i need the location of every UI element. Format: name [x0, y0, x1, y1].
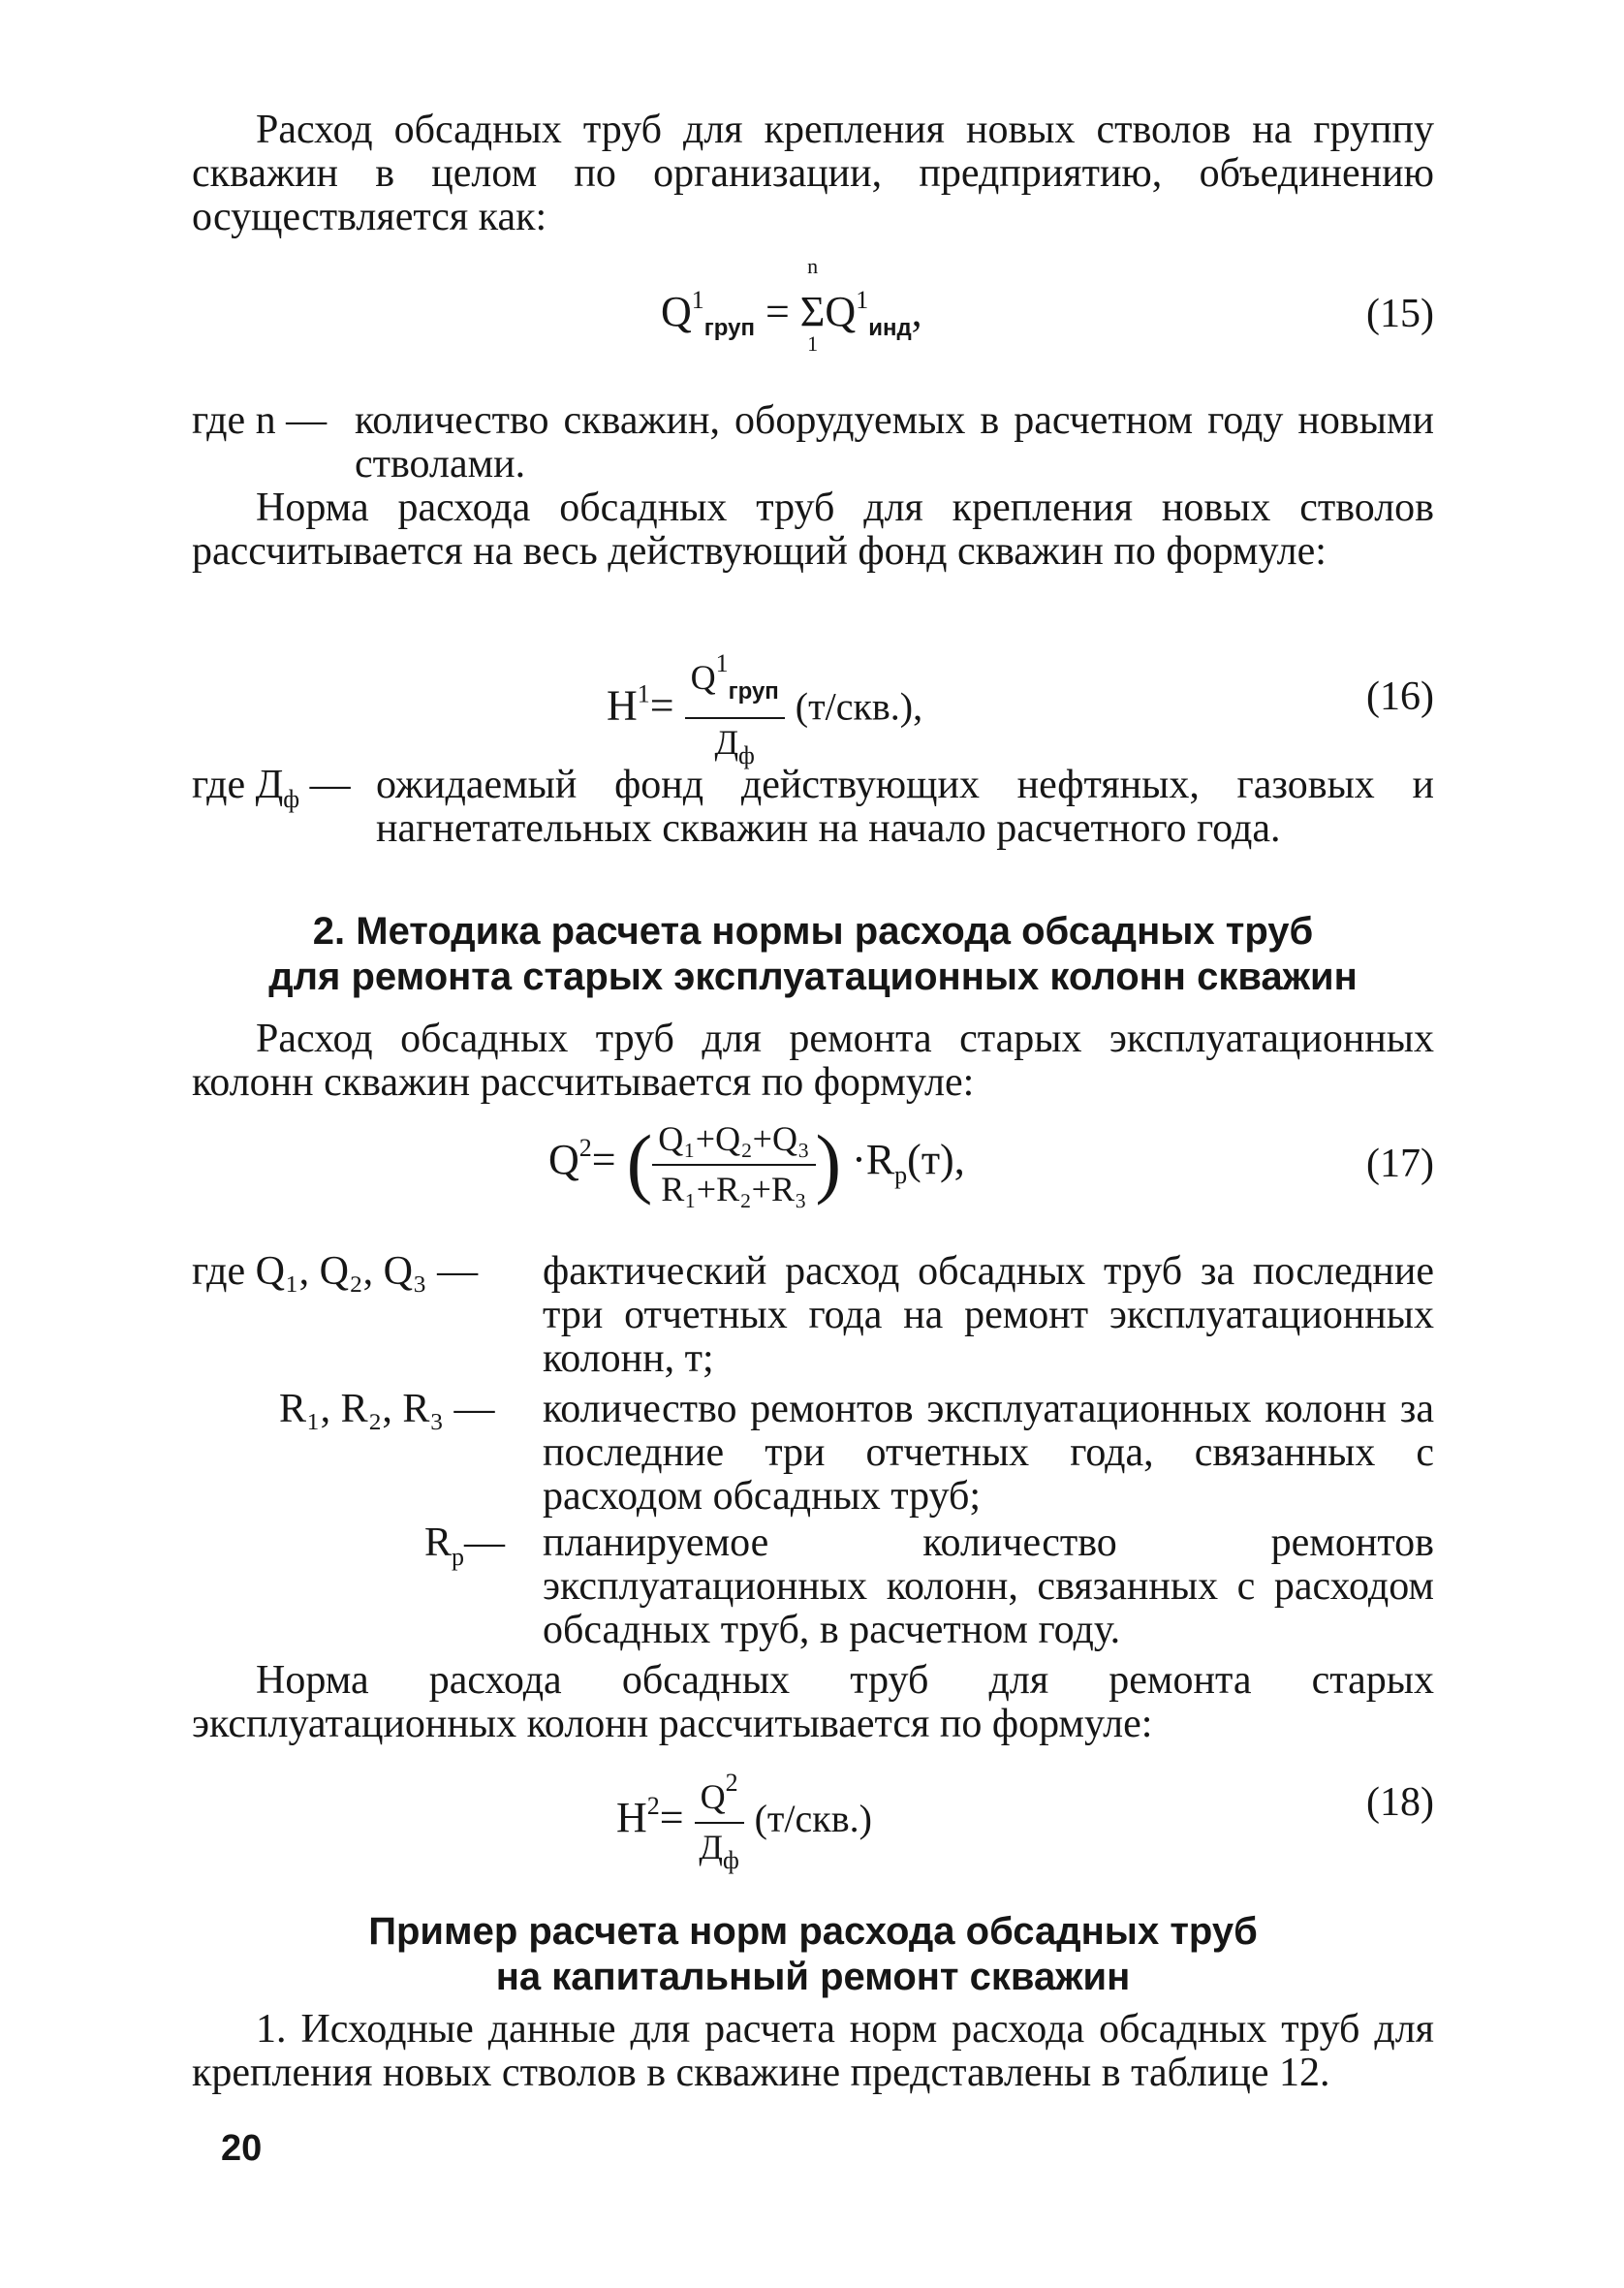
- paragraph-norm-new: Норма расхода обсадных труб для крепления новых стволов рассчитывается на весь действующий фонд скважин по формуле:: [192, 486, 1434, 574]
- formula-17: $Q^2=$ ( $\frac{\text{Q₁+Q₂+Q₃}}{\text{R₁+R₂+R₃}}$ ) $\cdot R_р(т)$,: [548, 1119, 965, 1208]
- definition-text: планируемое количество ремонтов эксплуатационных колонн, связанных с расходом обсадных труб, в расчетном году.: [543, 1520, 1434, 1652]
- definition-rp: [192, 1521, 1434, 1652]
- definition-r: [192, 1388, 1434, 1519]
- definition-label: где Q₁, Q₂, Q₃ —: [192, 1249, 479, 1294]
- section-heading-2: 2. Методика расчета нормы расхода обсадных труб для ремонта старых эксплуатационных колонн скважин: [268, 910, 1358, 998]
- definition-text: ожидаемый фонд действующих нефтяных, газовых и нагнетательных скважин на начало расчетного года.: [376, 763, 1434, 851]
- paragraph-norm-repair: Норма расхода обсадных труб для ремонта старых эксплуатационных колонн рассчитывается по формуле:: [192, 1658, 1434, 1746]
- formula-16: $H^1=$ $\frac{Q^1_{груп}}{Д_ф}$ (т/скв.),: [607, 644, 922, 775]
- formula-15: $Q^1_{груп}$ = n Σ 1 $Q^1_{инд}$,: [661, 254, 922, 356]
- definition-label: R₁, R₂, R₃ —: [279, 1387, 495, 1431]
- equation-number-17: (17): [1366, 1142, 1434, 1186]
- definition-text: количество ремонтов эксплуатационных колонн за последние три отчетных года, связанных с расходом обсадных труб;: [543, 1387, 1434, 1519]
- paragraph-repair: Расход обсадных труб для ремонта старых эксплуатационных колонн скважин рассчитывается по формуле:: [192, 1017, 1434, 1105]
- definition-n: [192, 399, 1434, 486]
- section-heading-example: Пример расчета норм расхода обсадных труб на капитальный ремонт скважин: [368, 1910, 1258, 1998]
- equation-number-16: (16): [1366, 674, 1434, 719]
- definition-text: фактический расход обсадных труб за последние три отчетных года на ремонт эксплуатационных колонн, т;: [543, 1249, 1434, 1381]
- definition-text: количество скважин, оборудуемых в расчетном году новыми стволами.: [355, 398, 1434, 486]
- page-number: 20: [221, 2128, 263, 2169]
- equation-number-15: (15): [1366, 292, 1434, 336]
- equation-number-18: (18): [1366, 1780, 1434, 1825]
- definition-label: где $Д_ф$ —: [192, 763, 351, 813]
- paragraph-example-1: 1. Исходные данные для расчета норм расхода обсадных труб для крепления новых стволов в скважине представлены в таблице 12.: [192, 2007, 1434, 2095]
- definition-label: где n —: [192, 398, 328, 443]
- definition-label: $R_р—$: [424, 1520, 506, 1571]
- definition-q: [192, 1250, 1434, 1381]
- definition-df: [192, 764, 1434, 851]
- paragraph-intro: Расход обсадных труб для крепления новых стволов на группу скважин в целом по организации, предприятию, объединению осуществляется как:: [192, 108, 1434, 239]
- formula-18: $H^2=$ $\frac{Q^2}{Д_ф}$ (т/скв.): [616, 1764, 872, 1880]
